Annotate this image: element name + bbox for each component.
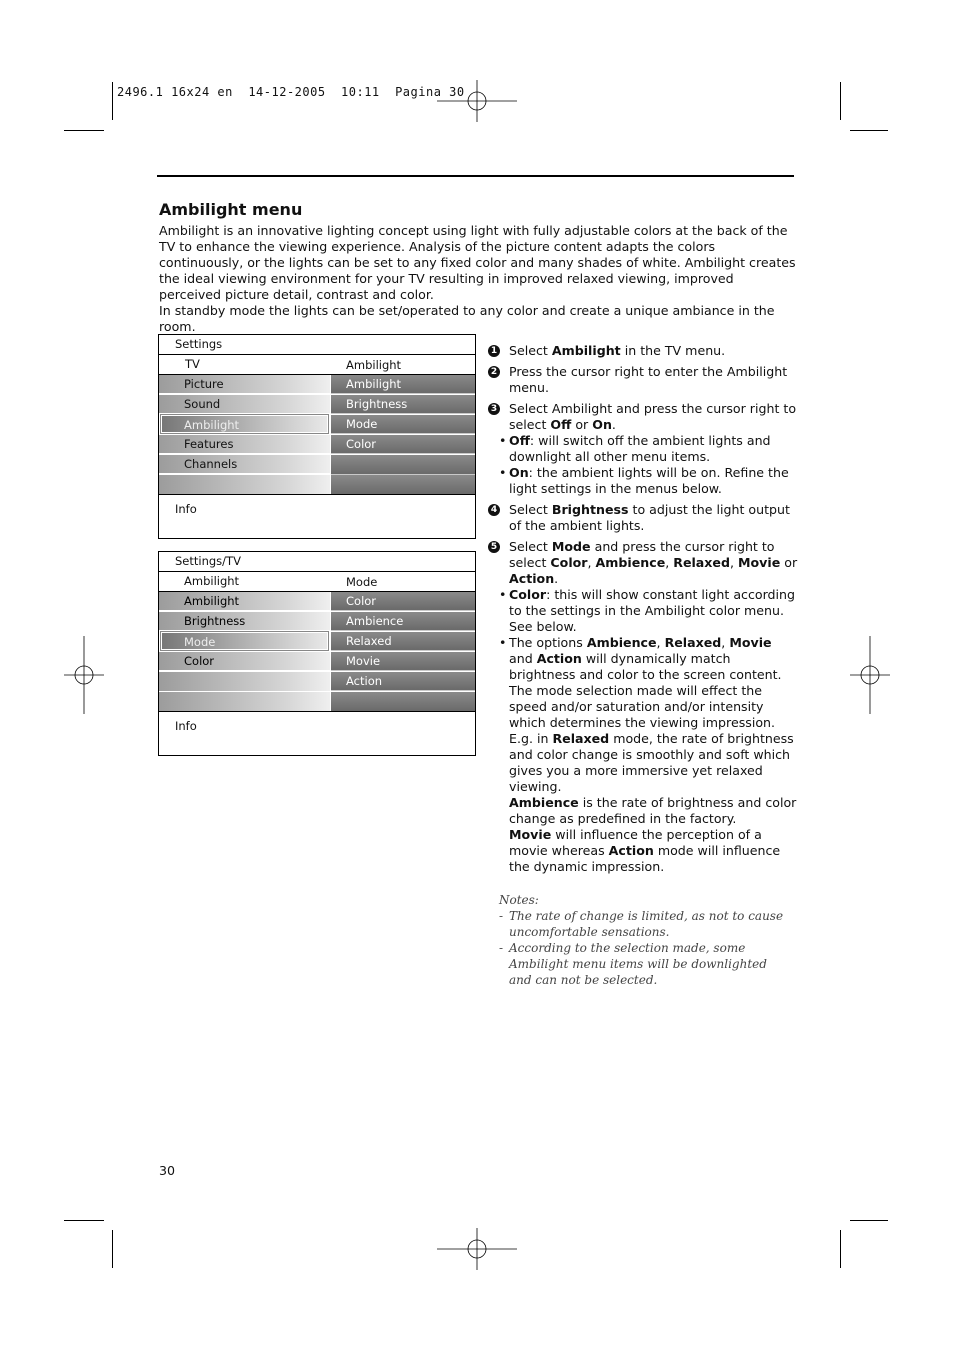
movie-paragraph: Movie will influence the perception of a movie whereas Action mode will influence the dynamic impression.	[509, 827, 781, 874]
intro-paragraph: Ambilight is an innovative lighting concept using light with fully adjustable colors at the back of the TV to enhance the viewing experience. Analysis of the picture content adapts the colors continuously, or the lights can be set to any fixed color and many shades of white. Ambilight creates the ideal viewing environment for your TV resulting in improved relaxed viewing, improved perceived picture detail, contrast and color.	[159, 223, 796, 302]
menu-item-label: Color	[184, 654, 215, 668]
instruction-steps	[488, 343, 798, 875]
menu-item-channels[interactable]	[159, 455, 330, 474]
menu-item-ambilight-selected[interactable]	[161, 415, 328, 433]
submenu-item-color[interactable]	[331, 435, 475, 454]
submenu-item-label: Ambience	[346, 614, 404, 628]
menu-left-title-label: Ambilight	[184, 574, 240, 588]
menu-item-label: Brightness	[184, 614, 246, 628]
crop-mark	[112, 82, 113, 120]
step-number-icon: 2	[488, 366, 500, 378]
intro-paragraph: In standby mode the lights can be set/operated to any color and create a unique ambiance in the room.	[159, 303, 775, 334]
notes	[499, 892, 789, 988]
settings-menu-screen	[158, 334, 476, 539]
crop-mark	[850, 130, 888, 131]
registration-mark-icon	[850, 636, 890, 714]
menu-right-title-label: Mode	[346, 575, 378, 589]
crop-mark	[64, 130, 104, 131]
menu-left-title-label: TV	[185, 357, 200, 371]
submenu-item-mode[interactable]	[331, 415, 475, 434]
intro-text	[159, 223, 799, 335]
menu-item-label: Ambilight	[184, 594, 240, 608]
notes-heading: Notes:	[499, 893, 539, 907]
registration-mark-icon	[437, 1228, 517, 1270]
step-5: 5 Select Mode and press the cursor right to select Color, Ambience, Relaxed, Movie or Action.	[488, 539, 798, 587]
bullet-on: • On: the ambient lights will be on. Refine the light settings in the menus below.	[499, 465, 789, 496]
header-rule	[157, 175, 794, 177]
menu-item-sound[interactable]	[159, 395, 330, 414]
menu-item-color[interactable]	[159, 652, 330, 671]
note-item: - According to the selection made, some Ambilight menu items will be downlighted and can not be selected.	[499, 941, 767, 987]
submenu-item-label: Color	[346, 437, 377, 451]
menu-item-label: Picture	[184, 377, 224, 391]
step-number-icon: 4	[488, 504, 500, 516]
crop-mark	[840, 1230, 841, 1268]
menu-item-brightness[interactable]	[159, 612, 330, 631]
menu-item-empty	[159, 475, 330, 495]
step-4: 4 Select Brightness to adjust the light output of the ambient lights.	[488, 502, 798, 534]
menu-divider	[159, 711, 475, 712]
page-number: 30	[159, 1163, 176, 1178]
print-slug: 2496.1 16x24 en 14-12-2005 10:11 Pagina 30	[117, 85, 465, 99]
bullet-options: • The options Ambience, Relaxed, Movie and Action will dynamically match brightness and color to the screen content.	[499, 635, 782, 682]
submenu-item-label: Color	[346, 594, 377, 608]
submenu-item-action[interactable]	[331, 672, 475, 691]
submenu-item-label: Action	[346, 674, 383, 688]
menu-left-title	[159, 355, 475, 375]
menu-item-label: Ambilight	[184, 418, 240, 432]
ambience-paragraph: Ambience is the rate of brightness and color change as predefined in the factory.	[509, 795, 797, 826]
menu-item-label: Sound	[184, 397, 221, 411]
note-item: - The rate of change is limited, as not to cause uncomfortable sensations.	[499, 909, 784, 939]
bullet-off: • Off: will switch off the ambient lights and downlight all other menu items.	[499, 433, 771, 464]
menu-item-picture[interactable]	[159, 375, 330, 394]
step-number-icon: 3	[488, 403, 500, 415]
menu-item-label: Features	[184, 437, 234, 451]
page-title: Ambilight menu	[159, 200, 303, 219]
step-number-icon: 1	[488, 345, 500, 357]
crop-mark	[64, 1220, 104, 1221]
mode-paragraph: The mode selection made will effect the speed and/or saturation and/or intensity which determines the viewing impression.	[509, 683, 776, 730]
step-1: 1 Select Ambilight in the TV menu.	[488, 343, 798, 359]
crop-mark	[850, 1220, 888, 1221]
menu-right-title-label: Ambilight	[346, 358, 402, 372]
step-2: 2 Press the cursor right to enter the Ambilight menu.	[488, 364, 798, 396]
submenu-item-label: Relaxed	[346, 634, 392, 648]
menu-header: Settings/TV	[159, 552, 475, 572]
ambilight-mode-menu-screen	[158, 551, 476, 756]
registration-mark-icon	[64, 636, 104, 714]
menu-header: Settings	[159, 335, 475, 355]
relaxed-paragraph: E.g. in Relaxed mode, the rate of brightness and color change is smoothly and soft which gives you a more immersive yet relaxed viewing.	[509, 731, 794, 794]
submenu-item-ambience[interactable]	[331, 612, 475, 631]
menu-item-label: Mode	[184, 635, 216, 649]
step-3: 3 Select Ambilight and press the cursor right to select Off or On.	[488, 401, 798, 433]
menu-item-mode-selected[interactable]	[161, 632, 328, 650]
menu-divider	[159, 494, 475, 495]
submenu-item-brightness[interactable]	[331, 395, 475, 414]
submenu-item-label: Ambilight	[346, 377, 402, 391]
submenu-item-relaxed[interactable]	[331, 632, 475, 651]
menu-info-label: Info	[175, 502, 197, 516]
submenu-item-movie[interactable]	[331, 652, 475, 671]
submenu-item-ambilight[interactable]	[331, 375, 475, 394]
menu-info-label: Info	[175, 719, 197, 733]
submenu-item-empty	[331, 455, 475, 475]
step-number-icon: 5	[488, 541, 500, 553]
menu-item-empty	[159, 672, 330, 692]
submenu-item-label: Movie	[346, 654, 381, 668]
bullet-color: • Color: this will show constant light according to the settings in the Ambilight color menu. See below.	[499, 587, 796, 634]
menu-item-features[interactable]	[159, 435, 330, 454]
submenu-item-color[interactable]	[331, 592, 475, 611]
submenu-item-label: Brightness	[346, 397, 408, 411]
submenu-item-empty	[331, 475, 475, 495]
submenu-item-label: Mode	[346, 417, 378, 431]
menu-item-empty	[159, 692, 330, 712]
crop-mark	[840, 82, 841, 120]
crop-mark	[112, 1230, 113, 1268]
submenu-item-empty	[331, 692, 475, 712]
menu-item-label: Channels	[184, 457, 238, 471]
menu-item-ambilight[interactable]	[159, 592, 330, 611]
